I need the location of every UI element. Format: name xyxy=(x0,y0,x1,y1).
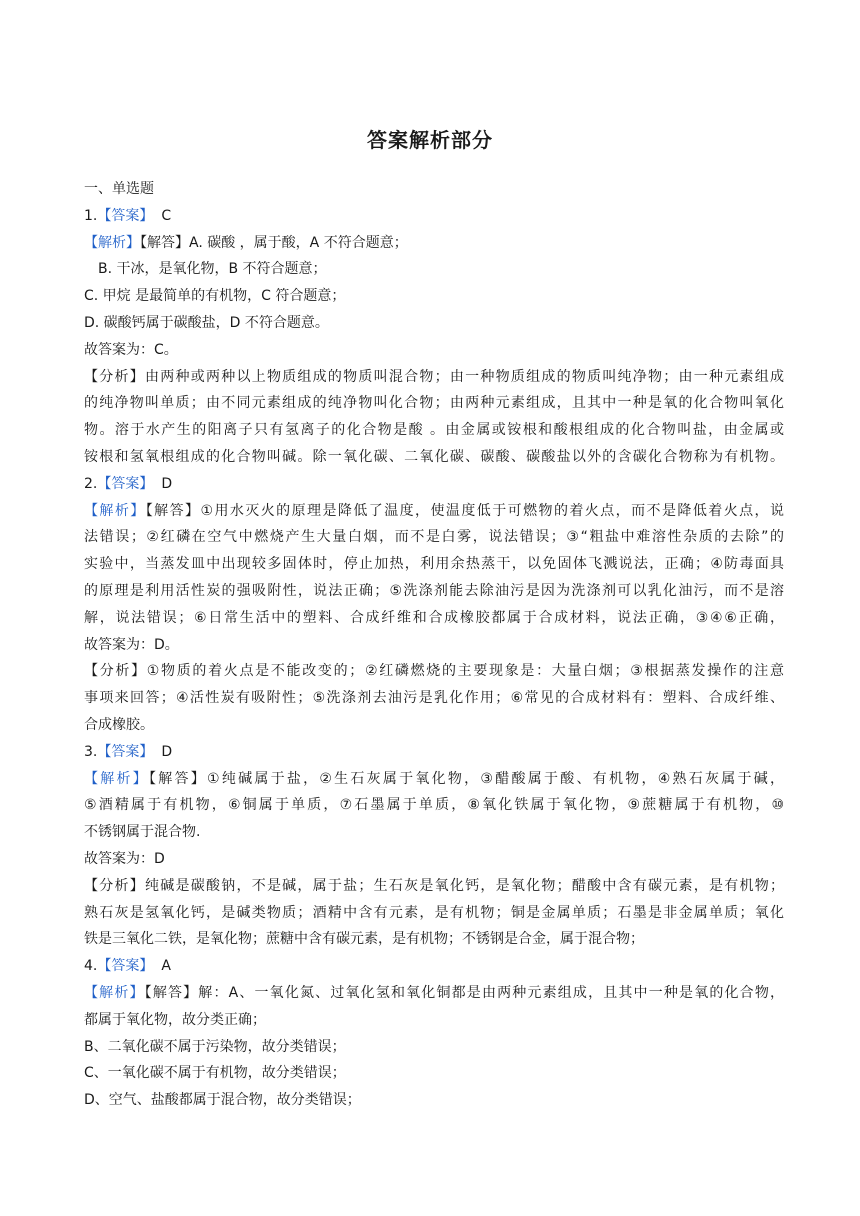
answer-content xyxy=(84,176,784,1114)
q1-answer-line xyxy=(84,203,784,230)
q4-answer-tag: 【答案】 xyxy=(97,958,154,975)
q1-text-line: 故答案为：C。 xyxy=(84,341,178,358)
q1-explanation-tag: 【解析】 xyxy=(84,234,140,251)
q1-analysis-line: 物。溶于水产生的阳离子只有氢离子的化合物是酸 。由金属或铵根和酸根组成的化合物叫盐，由金属或 xyxy=(84,422,784,439)
q1-answer: C xyxy=(161,207,172,224)
q2-text-line: 实验中，当蒸发皿中出现较多固体时，停止加热，利用余热蒸干，以免固体飞溅说法，正确；④防毒面具 xyxy=(84,556,784,573)
q2-analysis-line: 合成橡胶。 xyxy=(84,716,154,733)
q4-explanation-line xyxy=(84,980,784,1007)
q1-text-line: B. 干冰，是氧化物，B 不符合题意； xyxy=(98,261,327,278)
q2-analysis-tag: 【分析】 xyxy=(84,663,147,680)
q2-text-line: 解，说法错误；⑥日常生活中的塑料、合成纤维和合成橡胶都属于合成材料，说法正确，③④⑥正确， xyxy=(84,609,784,626)
q2-analysis-line: 事项来回答；④活性炭有吸附性；⑤洗涤剂去油污是乳化作用；⑥常见的合成材料有：塑料、合成纤维、 xyxy=(84,690,784,707)
q2-analysis-text: ①物质的着火点是不能改变的；②红磷燃烧的主要现象是：大量白烟；③根据蒸发操作的注意 xyxy=(146,663,784,680)
q4-text-line: D、空气、盐酸都属于混合物，故分类错误； xyxy=(84,1092,361,1109)
q3-explanation-line xyxy=(84,766,784,793)
q3-text-line: ⑤酒精属于有机物，⑥铜属于单质，⑦石墨属于单质，⑧氧化铁属于氧化物，⑨蔗糖属于有机物，⑩ xyxy=(84,797,784,814)
q1-text-line: D. 碳酸钙属于碳酸盐，D 不符合题意。 xyxy=(84,314,329,331)
q3-analysis-text: 纯碱是碳酸钠，不是碱，属于盐；生石灰是氧化钙，是氧化物；醋酸中含有碳元素，是有机物； xyxy=(144,877,784,894)
q4-answer-line xyxy=(84,953,784,980)
q4-text-line: C、一氧化碳不属于有机物，故分类错误； xyxy=(84,1065,346,1082)
q1-analysis-line xyxy=(84,364,784,391)
q2-text-line: 法错误；②红磷在空气中燃烧产生大量白烟，而不是白雾，说法错误；③“粗盐中难溶性杂质的去除”的 xyxy=(84,529,784,546)
q2-answer-tag: 【答案】 xyxy=(97,475,154,492)
q3-explanation-text: 【解答】①纯碱属于盐，②生石灰属于氧化物，③醋酸属于酸、有机物，④熟石灰属于碱， xyxy=(149,770,784,787)
q1-analysis-line: 铵根和氢氧根组成的化合物叫碱。除一氧化碳、二氧化碳、碳酸、碳酸盐以外的含碳化合物称为有机物。 xyxy=(84,448,784,465)
q2-answer-line xyxy=(84,471,784,498)
q3-analysis-line: 铁是三氧化二铁，是氧化物；蔗糖中含有碳元素，是有机物；不锈钢是合金，属于混合物； xyxy=(84,931,644,948)
page-title: 答案解析部分 xyxy=(367,128,493,152)
q1-explanation-text: 【解答】A. 碳酸 ，属于酸，A 不符合题意； xyxy=(140,234,408,251)
q3-number: 3. xyxy=(84,743,98,760)
q4-explanation-text: 【解答】解：A、一氧化氮、过氧化氢和氧化铜都是由两种元素组成，且其中一种是氧的化合物， xyxy=(144,984,784,1001)
q3-text-line: 故答案为：D xyxy=(84,850,165,867)
q3-answer-tag: 【答案】 xyxy=(97,743,154,760)
q3-explanation-tag: 【解析】 xyxy=(84,770,150,787)
q3-analysis-line xyxy=(84,873,784,900)
q4-text-line: 都属于氧化物，故分类正确； xyxy=(84,1011,266,1028)
q4-text-line: B、二氧化碳不属于污染物，故分类错误； xyxy=(84,1038,346,1055)
q2-answer: D xyxy=(161,475,173,492)
q3-answer: D xyxy=(161,743,173,760)
q4-answer: A xyxy=(161,958,171,975)
q4-explanation-tag: 【解析】 xyxy=(84,984,145,1001)
q1-number: 1. xyxy=(84,207,98,224)
section-heading: 一、单选题 xyxy=(84,181,154,197)
q1-analysis-text: 由两种或两种以上物质组成的物质叫混合物；由一种物质组成的物质叫纯净物；由一种元素组成 xyxy=(144,368,784,385)
q2-text-line: 故答案为：D。 xyxy=(84,636,179,653)
q3-answer-line xyxy=(84,739,784,766)
q2-text-line: 的原理是利用活性炭的强吸附性，说法正确；⑤洗涤剂能去除油污是因为洗涤剂可以乳化油污，而不是溶 xyxy=(84,582,784,599)
q2-explanation-text: 【解答】①用水灭火的原理是降低了温度，使温度低于可燃物的着火点，而不是降低着火点，说 xyxy=(145,502,784,519)
q1-answer-tag: 【答案】 xyxy=(97,207,154,224)
q2-explanation-line xyxy=(84,498,784,525)
q1-analysis-line: 的纯净物叫单质；由不同元素组成的纯净物叫化合物；由两种元素组成，且其中一种是氧的化合物叫氧化 xyxy=(84,395,784,412)
q1-analysis-tag: 【分析】 xyxy=(84,368,145,385)
q3-analysis-tag: 【分析】 xyxy=(84,877,145,894)
q3-text-line: 不锈钢属于混合物. xyxy=(84,824,201,841)
q1-text-line: C. 甲烷 是最简单的有机物，C 符合题意； xyxy=(84,288,346,305)
q2-explanation-tag: 【解析】 xyxy=(84,502,146,519)
q2-analysis-line xyxy=(84,658,784,685)
q3-analysis-line: 熟石灰是氢氧化钙，是碱类物质；酒精中含有元素，是有机物；铜是金属单质；石墨是非金属单质；氧化 xyxy=(84,904,784,921)
q1-explanation-line xyxy=(84,230,784,257)
q4-number: 4. xyxy=(84,958,98,975)
q2-number: 2. xyxy=(84,475,98,492)
